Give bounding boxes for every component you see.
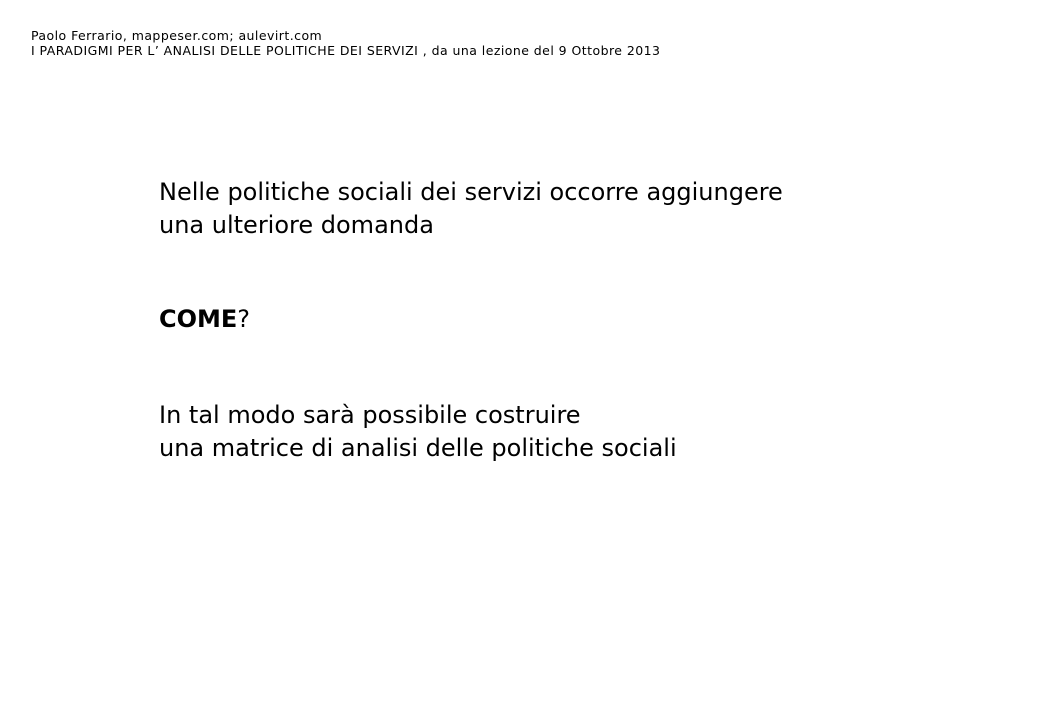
intro-line-2: una ulteriore domanda xyxy=(159,211,434,239)
author-line: Paolo Ferrario, mappeser.com; aulevirt.com xyxy=(31,28,323,43)
question-mark: ? xyxy=(237,305,251,333)
conclusion-line-2: una matrice di analisi delle politiche sociali xyxy=(159,434,677,462)
intro-line-1: Nelle politiche sociali dei servizi occorre aggiungere xyxy=(159,178,783,206)
conclusion-line-1: In tal modo sarà possibile costruire xyxy=(159,401,581,429)
question-word: COME xyxy=(159,305,238,333)
lecture-title-line: I PARADIGMI PER L’ ANALISI DELLE POLITICHE DEI SERVIZI , da una lezione del 9 Ottobre 2013 xyxy=(31,43,661,58)
document-header xyxy=(31,28,660,58)
conclusion-paragraph xyxy=(159,399,677,465)
intro-paragraph xyxy=(159,176,783,242)
question-paragraph xyxy=(159,303,250,336)
